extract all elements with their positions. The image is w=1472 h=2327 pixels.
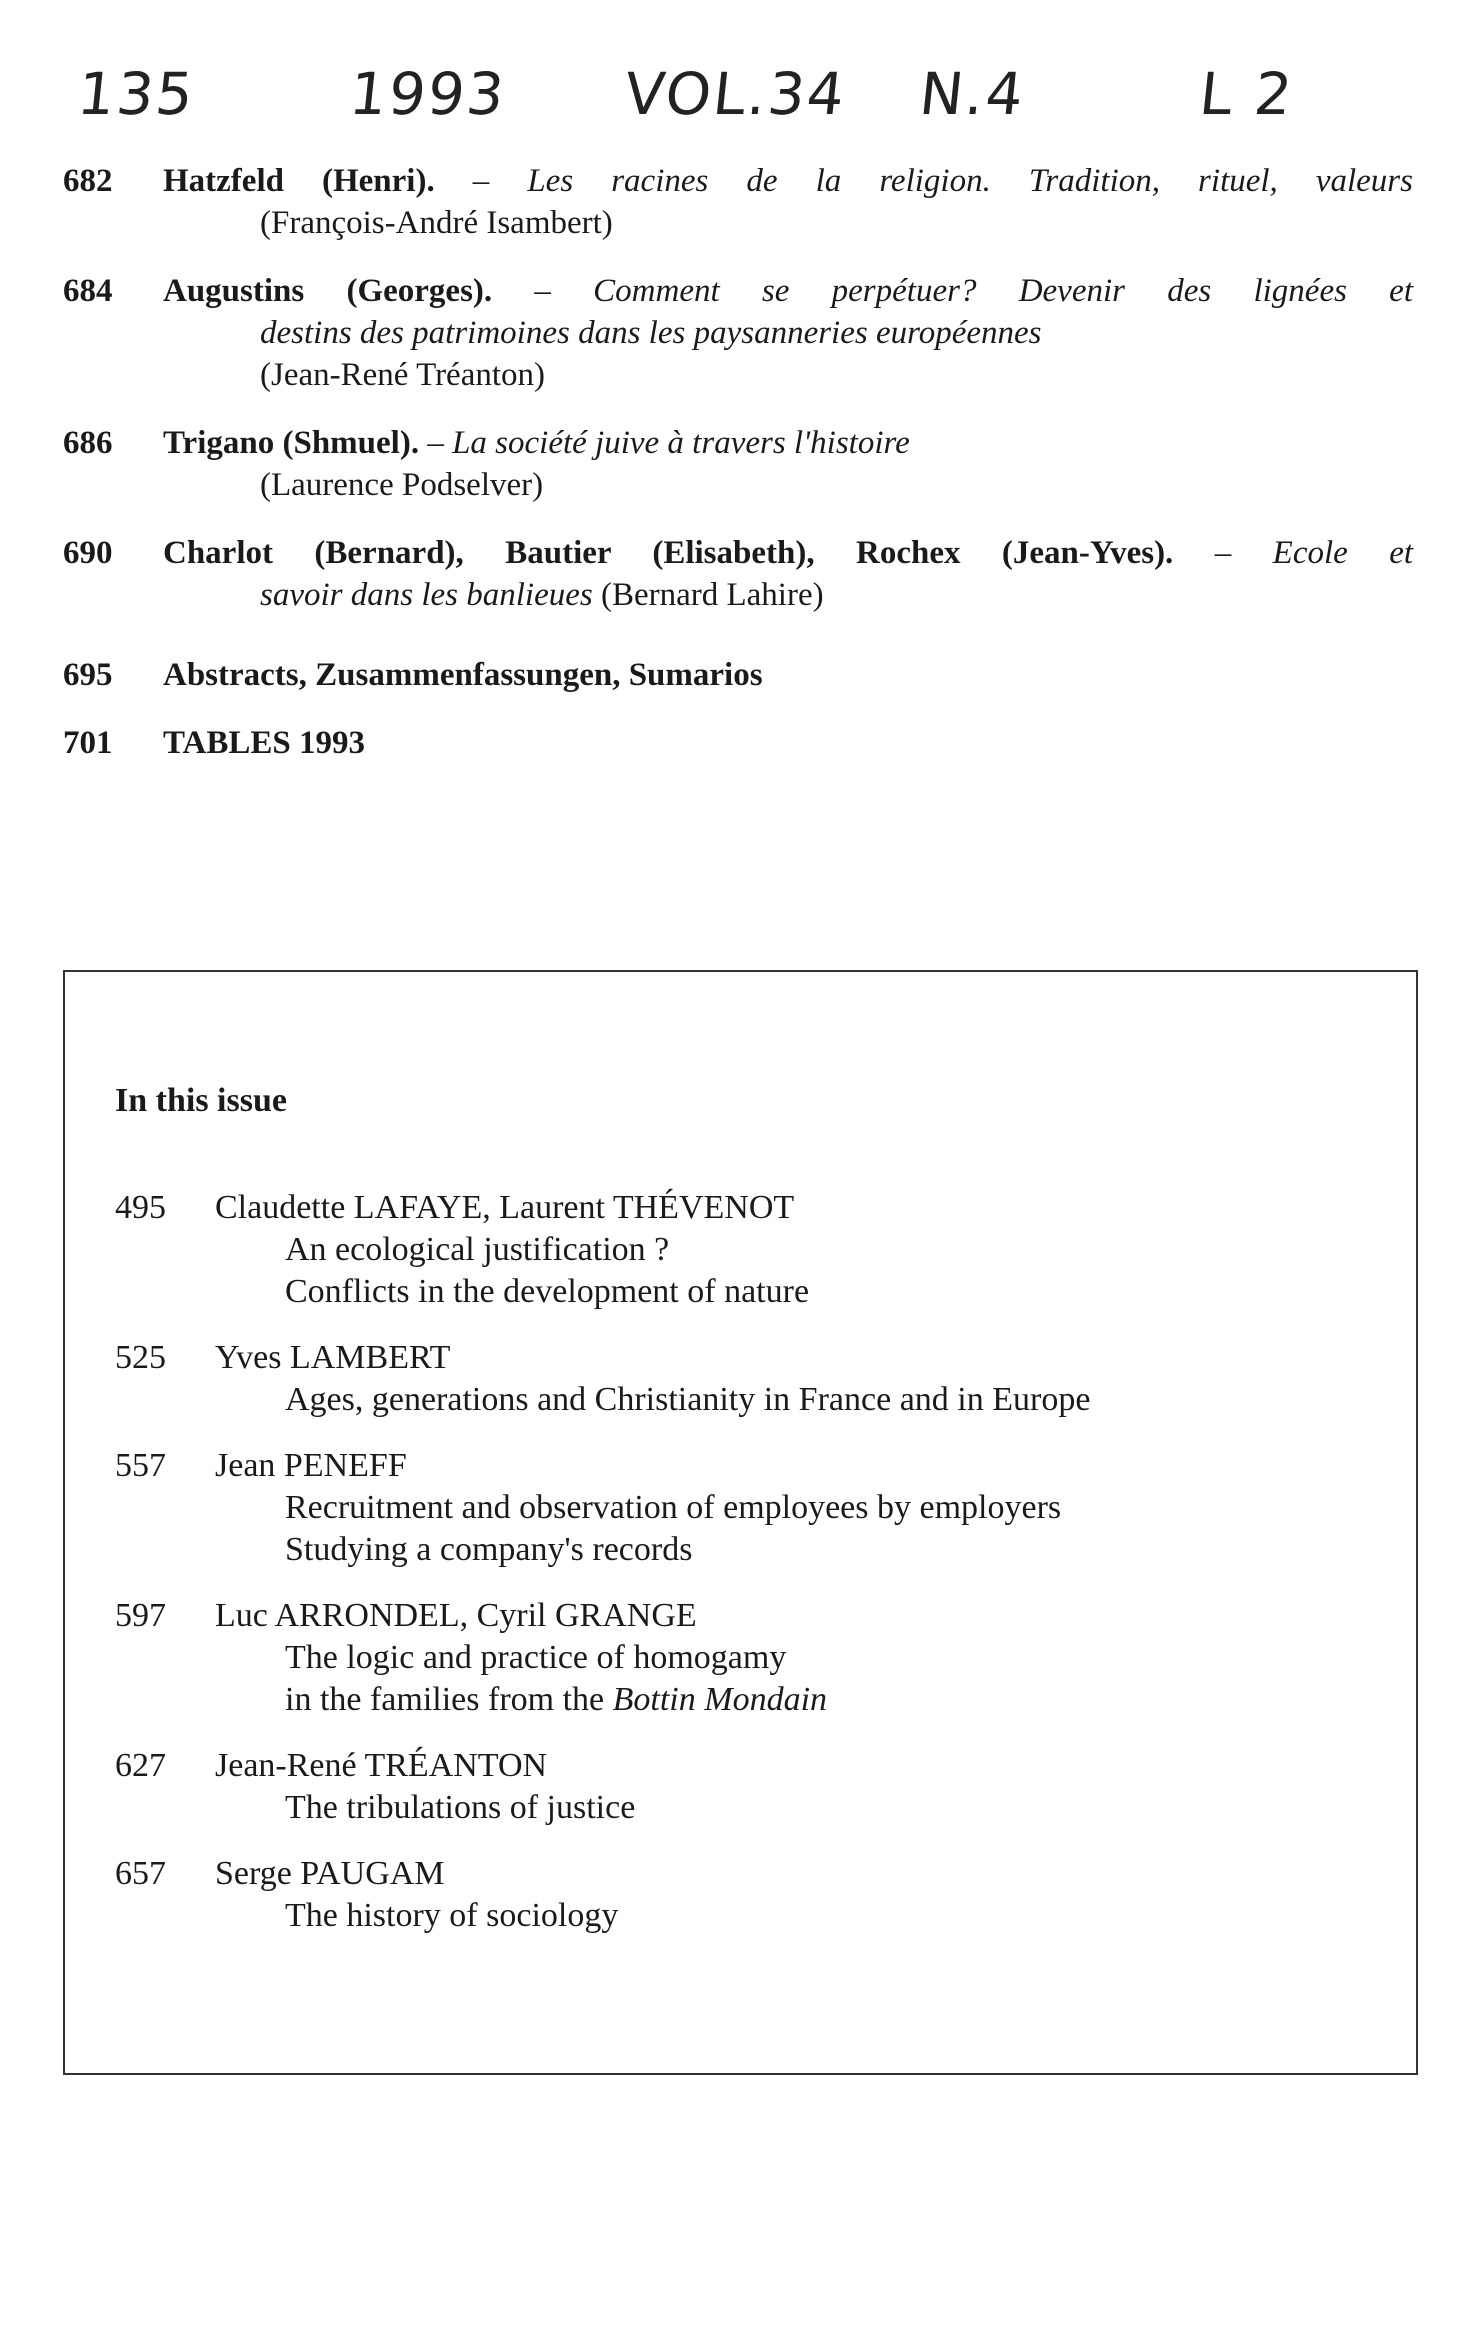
toc-dash: – — [427, 425, 444, 461]
handwritten-volume: VOL.34 — [621, 60, 850, 128]
list-item — [115, 1853, 1365, 1937]
toc-entry — [63, 270, 1413, 396]
handwritten-number: N.4 — [916, 60, 1029, 128]
toc-title: La société juive à travers l'histoire — [452, 425, 910, 461]
toc-entry — [63, 654, 1413, 696]
list-item — [115, 1187, 1365, 1313]
toc-title: Comment se perpétuer? Devenir des lignées et — [593, 273, 1413, 309]
toc-title: Les racines de la religion. Tradition, rituel, valeurs — [527, 163, 1413, 199]
review-toc — [63, 160, 1413, 790]
issue-list — [115, 1187, 1365, 1961]
issue-authors: Luc ARRONDEL, Cyril GRANGE — [215, 1597, 697, 1634]
toc-reviewer: (Bernard Lahire) — [600, 577, 824, 613]
toc-reviewer: (François-André Isambert) — [260, 205, 613, 241]
issue-title-line: Conflicts in the development of nature — [285, 1273, 810, 1310]
issue-title-line: The logic and practice of homogamy — [285, 1639, 787, 1676]
toc-title-cont: destins des patrimoines dans les paysanneries européennes — [260, 315, 1042, 351]
issue-page-number: 525 — [115, 1339, 166, 1376]
toc-entry — [63, 532, 1413, 616]
issue-page-number: 597 — [115, 1597, 166, 1634]
issue-page-number: 657 — [115, 1855, 166, 1892]
toc-dash: – — [472, 163, 490, 199]
issue-authors: Jean-René TRÉANTON — [215, 1747, 548, 1784]
issue-title-line: An ecological justification ? — [285, 1231, 670, 1268]
toc-entry — [63, 160, 1413, 244]
toc-page-number: 695 — [63, 657, 113, 693]
toc-title-cont: savoir dans les banlieues — [260, 577, 593, 613]
toc-heading: Abstracts, Zusammenfassungen, Sumarios — [163, 657, 763, 693]
toc-reviewer: (Jean-René Tréanton) — [260, 357, 546, 393]
in-this-issue-box — [63, 970, 1418, 2075]
issue-page-number: 557 — [115, 1447, 166, 1484]
issue-title-italic: Bottin Mondain — [612, 1681, 828, 1718]
issue-page-number: 495 — [115, 1189, 166, 1226]
handwritten-year: 1993 — [346, 60, 510, 128]
toc-entry — [63, 422, 1413, 506]
issue-title-line: Recruitment and observation of employees by employers — [285, 1489, 1062, 1526]
toc-author: Charlot (Bernard), Bautier (Elisabeth), Rochex (Jean-Yves). — [163, 535, 1174, 571]
list-item — [115, 1595, 1365, 1721]
issue-title-line: The tribulations of justice — [285, 1789, 636, 1826]
toc-entry — [63, 722, 1413, 764]
issue-authors: Jean PENEFF — [215, 1447, 407, 1484]
toc-author: Hatzfeld (Henri). — [163, 163, 435, 199]
list-item — [115, 1445, 1365, 1571]
toc-author: Augustins (Georges). — [163, 273, 493, 309]
handwritten-mark: L 2 — [1196, 60, 1298, 128]
toc-dash: – — [534, 273, 551, 309]
issue-title-line: in the families from the — [285, 1681, 605, 1718]
issue-title-line: Studying a company's records — [285, 1531, 693, 1568]
toc-author: Trigano (Shmuel). — [163, 425, 420, 461]
toc-page-number: 682 — [63, 163, 113, 199]
list-item — [115, 1337, 1365, 1421]
toc-title: Ecole et — [1272, 535, 1414, 571]
toc-page-number: 690 — [63, 535, 113, 571]
issue-title-line: The history of sociology — [285, 1897, 619, 1934]
issue-authors: Yves LAMBERT — [215, 1339, 451, 1376]
toc-heading: TABLES 1993 — [163, 725, 366, 761]
toc-reviewer: (Laurence Podselver) — [260, 467, 544, 503]
issue-authors: Claudette LAFAYE, Laurent THÉVENOT — [215, 1189, 795, 1226]
toc-dash: – — [1214, 535, 1232, 571]
toc-page-number: 701 — [63, 725, 113, 761]
issue-title-line: Ages, generations and Christianity in France and in Europe — [285, 1381, 1091, 1418]
toc-page-number: 686 — [63, 425, 113, 461]
list-item — [115, 1745, 1365, 1829]
box-title: In this issue — [115, 1082, 287, 1119]
handwritten-id: 135 — [74, 60, 199, 128]
issue-page-number: 627 — [115, 1747, 166, 1784]
toc-page-number: 684 — [63, 273, 113, 309]
issue-authors: Serge PAUGAM — [215, 1855, 445, 1892]
